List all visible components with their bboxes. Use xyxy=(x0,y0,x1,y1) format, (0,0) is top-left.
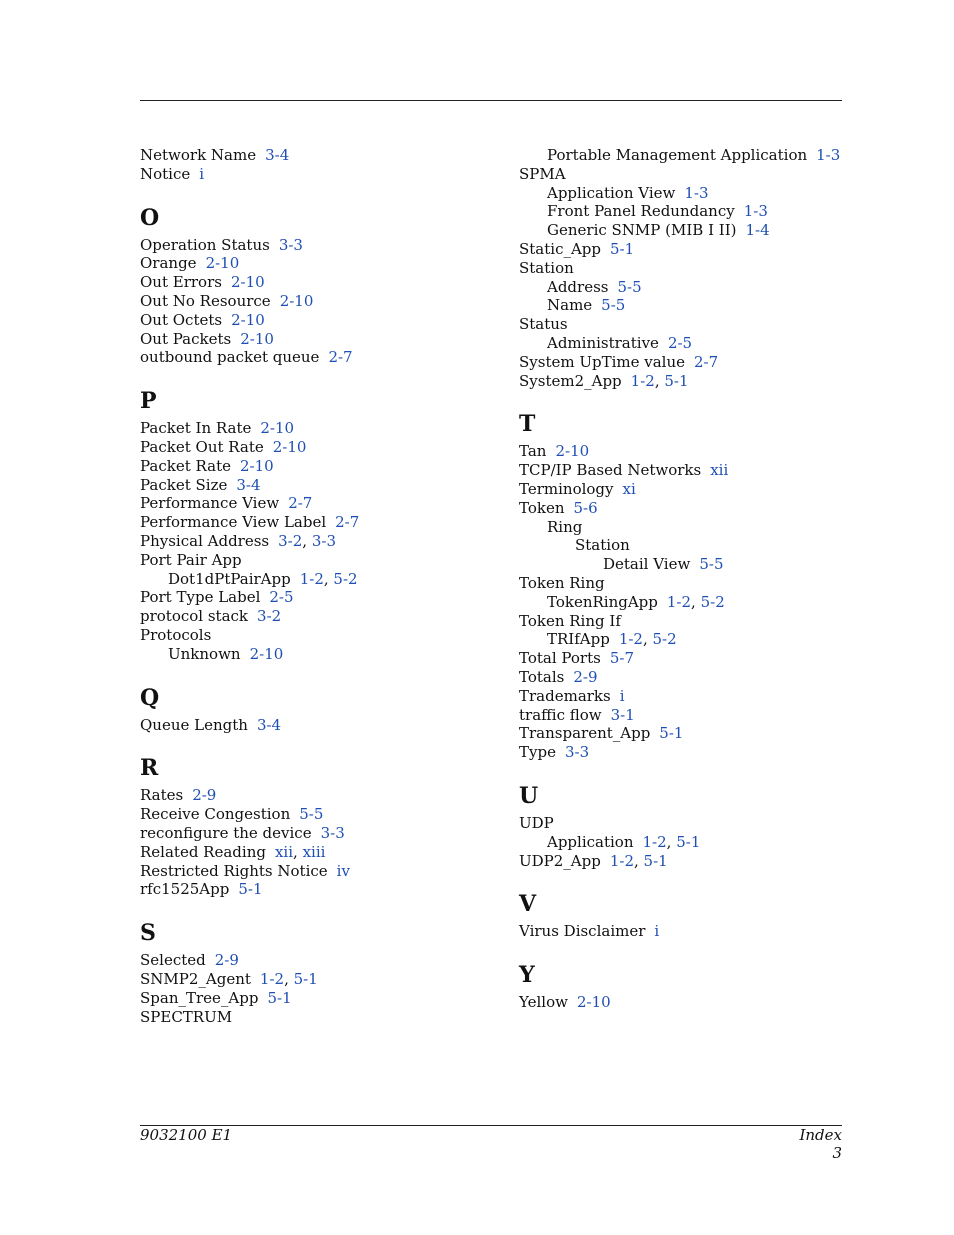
page-reference-link[interactable]: 5-1 xyxy=(659,724,684,743)
index-entry-administrative xyxy=(519,334,849,353)
page-reference-link[interactable]: 2-9 xyxy=(214,951,239,970)
index-entry-related-reading: Related Reading xii, xiii xyxy=(140,842,326,861)
index-entry-virus-disclaimer xyxy=(519,922,849,941)
index-term: UDP xyxy=(519,813,554,832)
index-entry-queue-length xyxy=(140,716,500,735)
index-term: Port Pair App xyxy=(140,550,242,569)
page-reference-link[interactable]: 3-4 xyxy=(256,715,282,734)
page-reference-link[interactable]: 5-5 xyxy=(617,277,642,296)
index-term: Application xyxy=(547,832,634,851)
page-reference-link[interactable]: 3-3 xyxy=(311,531,336,550)
index-column-left xyxy=(140,146,500,1026)
index-term: Packet Size xyxy=(140,475,228,494)
index-entry-out-packets xyxy=(140,330,500,349)
index-entry-port-pair-app xyxy=(140,551,500,570)
index-term: Unknown xyxy=(168,644,241,663)
page-reference-link[interactable]: 5-7 xyxy=(609,649,634,668)
page-reference-link[interactable]: 1-2 xyxy=(642,832,667,851)
page-reference-link[interactable]: 2-5 xyxy=(269,588,294,607)
index-term: Token Ring xyxy=(519,573,605,592)
page-reference-link[interactable]: xii xyxy=(710,461,729,480)
page-reference-link[interactable]: 3-1 xyxy=(610,705,635,724)
page-reference-link[interactable]: i xyxy=(619,686,625,705)
index-term: Selected xyxy=(140,951,206,970)
page-reference-link[interactable]: 2-10 xyxy=(231,310,265,329)
index-entry-station xyxy=(519,536,849,555)
index-term: Dot1dPtPairApp xyxy=(168,569,291,588)
index-term: Tan xyxy=(519,442,547,461)
index-entry-terminology xyxy=(519,480,849,499)
page-reference-link[interactable]: 5-1 xyxy=(610,239,635,258)
index-term: Physical Address xyxy=(140,531,270,550)
page-reference-link[interactable]: 2-9 xyxy=(192,786,217,805)
index-letter-q: Q xyxy=(140,684,160,711)
page-reference-link[interactable]: 2-7 xyxy=(328,348,353,367)
index-term: Generic SNMP (MIB I II) xyxy=(547,221,737,240)
index-term: UDP2_App xyxy=(519,851,601,870)
index-term: Address xyxy=(547,277,609,296)
index-entry-spma xyxy=(519,165,849,184)
index-entry-span-tree-app xyxy=(140,989,500,1008)
page-reference-link[interactable]: 2-10 xyxy=(240,329,274,348)
index-term: Virus Disclaimer xyxy=(519,922,646,941)
index-entry-portable-management-application xyxy=(519,146,849,165)
index-entry-packet-rate xyxy=(140,457,500,476)
page-reference-link[interactable]: 1-2 xyxy=(666,592,692,611)
page-reference-link[interactable]: 5-2 xyxy=(333,569,358,588)
index-term: Administrative xyxy=(547,333,659,352)
index-term: Out No Resource xyxy=(140,291,271,310)
index-term: Portable Management Application xyxy=(547,146,808,164)
page-reference-link[interactable]: 3-3 xyxy=(320,823,345,842)
index-entry-out-octets xyxy=(140,311,500,330)
index-term: Terminology xyxy=(519,479,614,498)
index-entry-protocol-stack xyxy=(140,607,500,626)
index-entry-static-app xyxy=(519,240,849,259)
index-term: Name xyxy=(547,296,593,315)
index-term: Out Packets xyxy=(140,329,232,348)
index-term: Rates xyxy=(140,786,184,805)
page-reference-link[interactable]: 5-5 xyxy=(699,555,724,574)
page-reference-link[interactable]: 1-2 xyxy=(630,371,655,390)
page-reference-link[interactable]: 2-10 xyxy=(260,419,295,438)
page-reference-link[interactable]: xi xyxy=(622,479,636,498)
index-entry-token-ring xyxy=(519,574,849,593)
index-entry-tan xyxy=(519,442,849,461)
index-term: Station xyxy=(575,536,630,555)
page-reference-link[interactable]: 2-5 xyxy=(667,333,693,352)
index-entry-out-no-resource xyxy=(140,292,500,311)
page-reference-link[interactable]: 3-2 xyxy=(278,531,303,550)
index-entry-front-panel-redundancy xyxy=(519,202,849,221)
index-letter-y: Y xyxy=(519,962,535,989)
index-term: traffic flow xyxy=(519,705,602,724)
index-entry-notice xyxy=(140,165,500,184)
index-term: Station xyxy=(519,258,574,277)
index-term: Protocols xyxy=(140,625,212,644)
index-entry-snmp2-agent: SNMP2_Agent 1-2, 5-1 xyxy=(140,969,318,988)
page-number: 3 xyxy=(832,1144,842,1162)
index-entry-out-errors xyxy=(140,273,500,292)
page-reference-link[interactable]: 5-1 xyxy=(643,851,668,870)
index-entry-total-ports xyxy=(519,649,849,668)
page-reference-link[interactable]: xiii xyxy=(302,842,326,861)
index-term: TRIfApp xyxy=(547,630,610,649)
index-term: Trademarks xyxy=(519,686,611,705)
page-reference-link[interactable]: 5-2 xyxy=(700,592,725,611)
index-term: Token Ring If xyxy=(519,611,621,630)
index-letter-u: U xyxy=(519,782,539,809)
index-term: Totals xyxy=(519,667,565,686)
page-reference-link[interactable]: 1-4 xyxy=(745,221,770,240)
index-entry-token-ring-if xyxy=(519,612,849,631)
page-reference-link[interactable]: 2-10 xyxy=(249,644,284,663)
index-entry-tokenringapp: TokenRingApp 1-2, 5-2 xyxy=(547,592,725,611)
page-reference-link[interactable]: 2-9 xyxy=(573,667,598,686)
index-term: SPMA xyxy=(519,164,566,183)
index-term: Performance View xyxy=(140,494,280,513)
index-term: Detail View xyxy=(603,555,691,574)
index-entry-totals xyxy=(519,668,849,687)
index-letter-o: O xyxy=(140,204,160,231)
index-entry-application: Application 1-2, 5-1 xyxy=(547,832,701,851)
index-entry-udp2-app: UDP2_App 1-2, 5-1 xyxy=(519,851,668,870)
index-term: SPECTRUM xyxy=(140,1007,233,1026)
page-reference-link[interactable]: 2-10 xyxy=(555,442,590,461)
index-term: Port Type Label xyxy=(140,588,261,607)
header-rule xyxy=(140,100,842,101)
page-reference-link[interactable]: 1-2 xyxy=(618,630,643,649)
index-entry-ring xyxy=(519,518,849,537)
index-term: rfc1525App xyxy=(140,880,230,899)
page-reference-link[interactable]: 2-10 xyxy=(230,273,265,292)
index-entry-udp xyxy=(519,814,849,833)
page-reference-link[interactable]: 5-2 xyxy=(652,630,677,649)
index-term: SNMP2_Agent xyxy=(140,969,251,988)
index-term: Packet Rate xyxy=(140,456,232,475)
index-entry-generic-snmp-mib-i-ii xyxy=(519,221,849,240)
index-entry-protocols xyxy=(140,626,500,645)
index-entry-detail-view xyxy=(519,555,849,574)
index-term: Out Octets xyxy=(140,310,223,329)
page-reference-link[interactable]: xii xyxy=(274,842,294,861)
index-term: Total Ports xyxy=(519,649,601,668)
index-letter-r: R xyxy=(140,755,159,782)
page-reference-link[interactable]: 5-1 xyxy=(664,371,689,390)
index-entry-application-view xyxy=(519,184,849,203)
document-number: 9032100 E1 xyxy=(140,1126,233,1144)
index-entry-station xyxy=(519,259,849,278)
index-entry-token xyxy=(519,499,849,518)
section-name: Index xyxy=(799,1126,842,1144)
index-term: Yellow xyxy=(519,993,568,1012)
index-term: Orange xyxy=(140,254,197,273)
index-entry-system2-app: System2_App 1-2, 5-1 xyxy=(519,371,689,390)
index-entry-orange xyxy=(140,254,500,273)
page-reference-link[interactable]: i xyxy=(199,164,205,183)
index-letter-p: P xyxy=(140,388,157,415)
index-entry-packet-out-rate xyxy=(140,438,500,457)
index-term: Static_App xyxy=(519,239,602,258)
index-letter-v: V xyxy=(519,891,537,918)
index-entry-operation-status xyxy=(140,236,500,255)
page-reference-link[interactable]: 5-1 xyxy=(267,988,292,1007)
index-term: System2_App xyxy=(519,371,622,390)
index-entry-traffic-flow xyxy=(519,706,849,725)
index-entry-receive-congestion xyxy=(140,805,500,824)
index-entry-restricted-rights-notice xyxy=(140,862,500,881)
page-reference-link[interactable]: 5-5 xyxy=(601,296,626,315)
page-reference-link[interactable]: 3-3 xyxy=(278,235,303,254)
index-letter-t: T xyxy=(519,411,536,438)
page-reference-link[interactable]: 2-10 xyxy=(205,254,240,273)
page-reference-link[interactable]: 5-1 xyxy=(293,969,318,988)
page-reference-link[interactable]: 2-10 xyxy=(279,291,314,310)
page-reference-link[interactable]: iv xyxy=(336,861,350,880)
index-entry-physical-address: Physical Address 3-2, 3-3 xyxy=(140,531,336,550)
page-reference-link[interactable]: 3-3 xyxy=(564,743,590,762)
index-entry-tcp-ip-based-networks xyxy=(519,461,849,480)
index-term: Restricted Rights Notice xyxy=(140,861,328,880)
page-reference-link[interactable]: 1-3 xyxy=(743,202,768,221)
page-reference-link[interactable]: 5-6 xyxy=(573,498,598,517)
index-term: Network Name xyxy=(140,146,257,164)
index-entry-reconfigure-the-device xyxy=(140,824,500,843)
page-reference-link[interactable]: 1-3 xyxy=(816,146,841,164)
index-term: Ring xyxy=(547,517,583,536)
index-entry-port-type-label xyxy=(140,588,500,607)
index-term: outbound packet queue xyxy=(140,348,320,367)
page-reference-link[interactable]: 2-10 xyxy=(272,437,307,456)
index-entry-yellow xyxy=(519,993,849,1012)
index-term: Operation Status xyxy=(140,235,270,254)
index-entry-type xyxy=(519,743,849,762)
page-reference-link[interactable]: 1-2 xyxy=(609,851,634,870)
index-term: Receive Congestion xyxy=(140,805,291,824)
index-term: Application View xyxy=(547,183,676,202)
page-reference-link[interactable]: 3-2 xyxy=(257,607,282,626)
footer-rule xyxy=(140,1125,842,1126)
page-reference-link[interactable]: 2-10 xyxy=(576,993,611,1012)
index-entry-network-name xyxy=(140,146,500,165)
index-term: Type xyxy=(519,743,556,762)
index-entry-performance-view xyxy=(140,494,500,513)
page-reference-link[interactable]: 3-4 xyxy=(236,475,261,494)
page-reference-link[interactable]: i xyxy=(654,922,660,941)
page-reference-link[interactable]: 5-1 xyxy=(238,880,263,899)
index-entry-transparent-app xyxy=(519,724,849,743)
index-term: Token xyxy=(519,498,565,517)
index-entry-selected xyxy=(140,951,500,970)
index-term: Front Panel Redundancy xyxy=(547,202,735,221)
index-term: Packet In Rate xyxy=(140,419,252,438)
index-entry-spectrum xyxy=(140,1008,500,1027)
index-term: Out Errors xyxy=(140,273,222,292)
page-reference-link[interactable]: 2-7 xyxy=(288,494,313,513)
index-term: Span_Tree_App xyxy=(140,988,259,1007)
page-reference-link[interactable]: 1-2 xyxy=(259,969,285,988)
index-term: Transparent_App xyxy=(519,724,651,743)
index-entry-packet-in-rate xyxy=(140,419,500,438)
index-term: Performance View Label xyxy=(140,513,327,532)
index-entry-system-uptime-value xyxy=(519,353,849,372)
index-term: System UpTime value xyxy=(519,352,686,371)
index-term: TokenRingApp xyxy=(547,592,658,611)
page-reference-link[interactable]: 3-4 xyxy=(265,146,290,164)
index-entry-name xyxy=(519,296,849,315)
page-reference-link[interactable]: 2-7 xyxy=(694,352,719,371)
index-entry-address xyxy=(519,278,849,297)
index-term: reconfigure the device xyxy=(140,823,312,842)
index-term: Notice xyxy=(140,164,191,183)
index-entry-packet-size xyxy=(140,476,500,495)
page-reference-link[interactable]: 1-3 xyxy=(684,183,709,202)
index-term: Status xyxy=(519,315,568,334)
index-letter-s: S xyxy=(140,920,156,947)
index-entry-performance-view-label xyxy=(140,513,500,532)
page-reference-link[interactable]: 5-5 xyxy=(299,805,324,824)
page-reference-link[interactable]: 2-7 xyxy=(335,513,360,532)
index-term: Packet Out Rate xyxy=(140,437,264,456)
index-entry-trademarks xyxy=(519,687,849,706)
index-entry-outbound-packet-queue xyxy=(140,348,500,367)
index-entry-status xyxy=(519,315,849,334)
index-entry-rates xyxy=(140,786,500,805)
index-entry-trifapp: TRIfApp 1-2, 5-2 xyxy=(547,630,677,649)
index-entry-dot1dptpairapp: Dot1dPtPairApp 1-2, 5-2 xyxy=(168,569,358,588)
page-reference-link[interactable]: 1-2 xyxy=(299,569,324,588)
index-entry-rfc1525app xyxy=(140,880,500,899)
index-term: protocol stack xyxy=(140,607,249,626)
index-term: Related Reading xyxy=(140,842,266,861)
page-reference-link[interactable]: 2-10 xyxy=(240,456,274,475)
index-term: Queue Length xyxy=(140,715,248,734)
index-term: TCP/IP Based Networks xyxy=(519,461,702,480)
index-column-right xyxy=(519,146,849,1012)
index-entry-unknown xyxy=(140,645,500,664)
page-reference-link[interactable]: 5-1 xyxy=(676,832,701,851)
